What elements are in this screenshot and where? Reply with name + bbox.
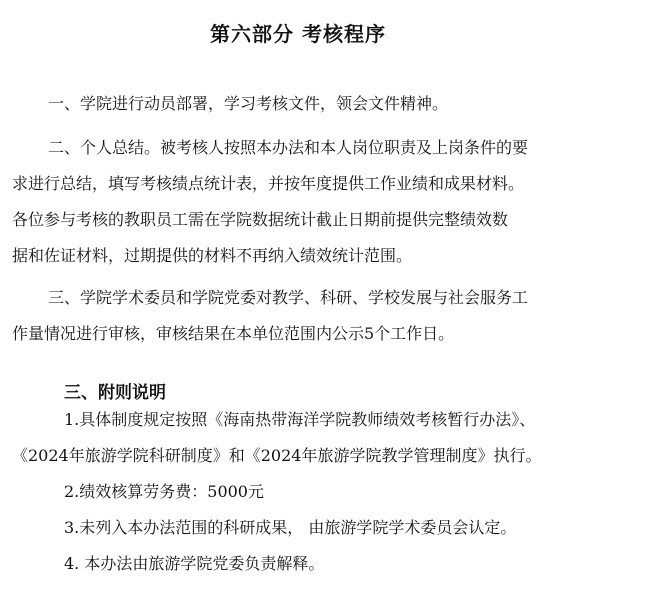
procedure-3	[12, 280, 612, 352]
procedure-1-line-1: 一、学院进行动员部署，学习考核文件，领会文件精神。	[48, 94, 449, 113]
procedure-2	[12, 130, 612, 274]
appendix-item-3	[12, 510, 612, 546]
appendix-item-1	[12, 402, 612, 474]
appendix-item-3-line-1: 3.未列入本办法范围的科研成果， 由旅游学院学术委员会认定。	[64, 518, 517, 537]
appendix-item-1-line-1: 1.具体制度规定按照《海南热带海洋学院教师绩效考核暂行办法》、	[64, 410, 536, 429]
procedure-2-line-3: 各位参与考核的教职员工需在学院数据统计截止日期前提供完整绩效数	[12, 210, 509, 229]
page-title: 第六部分 考核程序	[210, 22, 386, 46]
appendix-item-2	[12, 474, 612, 510]
procedure-3-line-1: 三、学院学术委员和学院党委对教学、科研、学校发展与社会服务工	[48, 288, 529, 307]
procedure-2-line-1: 二、个人总结。被考核人按照本办法和本人岗位职责及上岗条件的要	[48, 138, 529, 157]
appendix-heading: 三、附则说明	[64, 383, 166, 403]
appendix-item-4-line-1: 4. 本办法由旅游学院党委负责解释。	[64, 554, 325, 573]
appendix-item-2-line-1: 2.绩效核算劳务费：5000元	[64, 482, 264, 501]
procedure-3-line-2: 作量情况进行审核，审核结果在本单位范围内公示5个工作日。	[12, 324, 455, 343]
procedure-2-line-2: 求进行总结，填写考核绩点统计表，并按年度提供工作业绩和成果材料。	[12, 174, 525, 193]
appendix-item-1-line-2: 《2024年旅游学院科研制度》和《2024年旅游学院教学管理制度》执行。	[12, 446, 542, 465]
appendix-item-4	[12, 546, 612, 582]
procedure-1	[12, 86, 612, 122]
procedure-2-line-4: 据和佐证材料，过期提供的材料不再纳入绩效统计范围。	[12, 246, 413, 265]
